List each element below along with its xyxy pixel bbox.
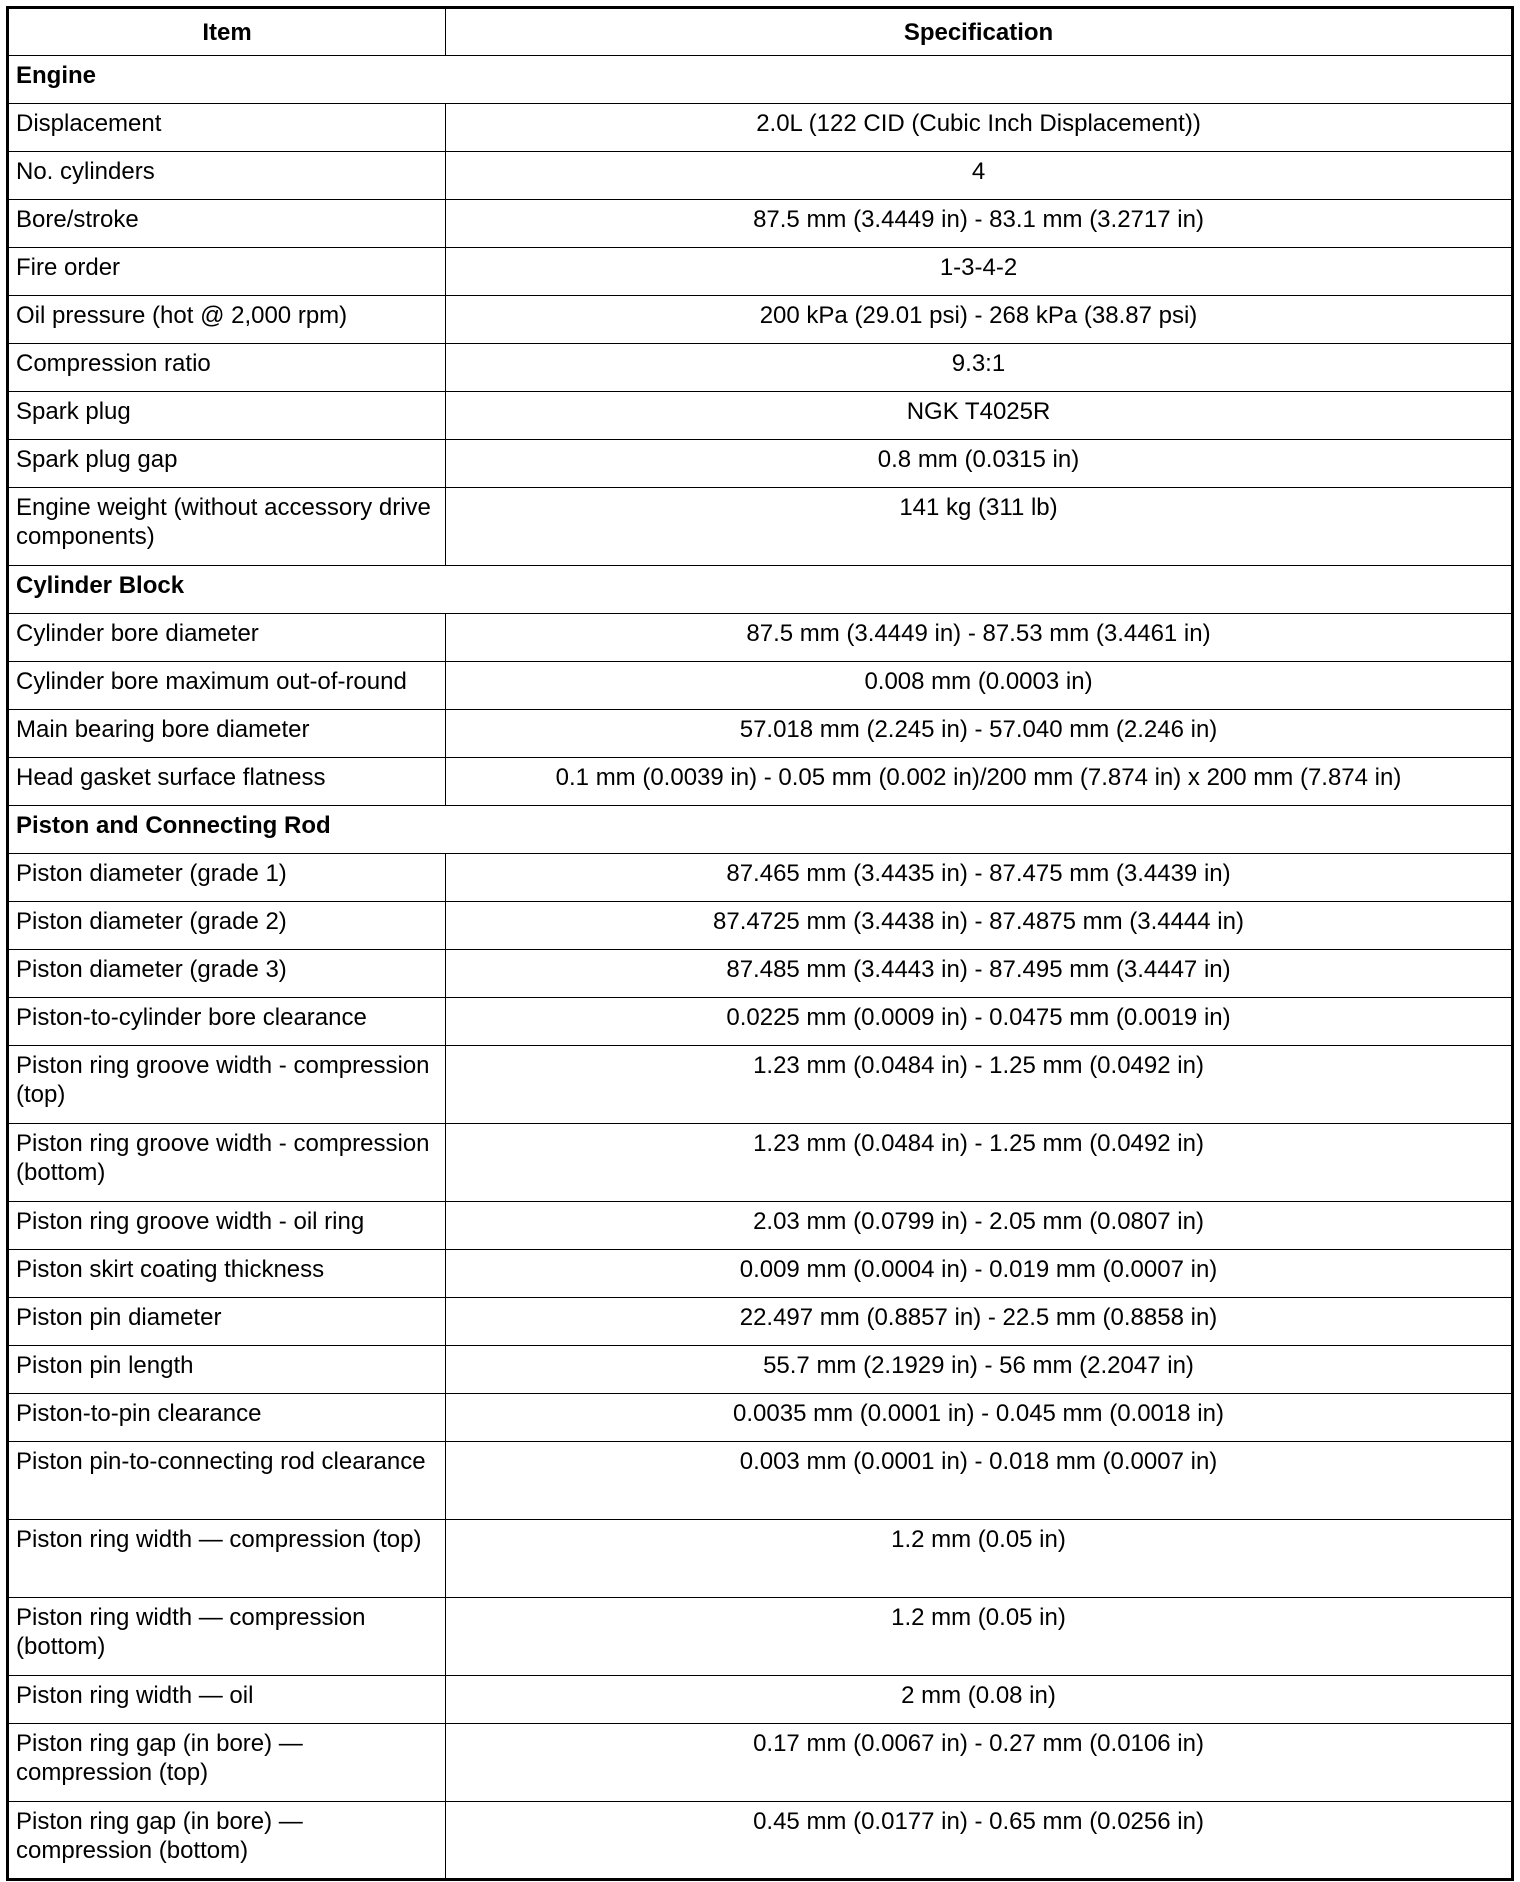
section-heading: Engine xyxy=(8,56,1513,104)
section-heading: Cylinder Block xyxy=(8,566,1513,614)
table-row xyxy=(8,1346,1513,1394)
table-row xyxy=(8,248,1513,296)
table-row xyxy=(8,1202,1513,1250)
section-heading: Piston and Connecting Rod xyxy=(8,806,1513,854)
specification-cell: 87.465 mm (3.4435 in) - 87.475 mm (3.4439 in) xyxy=(446,854,1513,902)
specification-cell: 1.2 mm (0.05 in) xyxy=(446,1598,1513,1676)
section-row xyxy=(8,566,1513,614)
table-row xyxy=(8,488,1513,566)
item-cell: Piston ring width — oil xyxy=(8,1676,446,1724)
item-cell: Compression ratio xyxy=(8,344,446,392)
item-cell: Piston diameter (grade 2) xyxy=(8,902,446,950)
specification-cell: 87.4725 mm (3.4438 in) - 87.4875 mm (3.4444 in) xyxy=(446,902,1513,950)
item-cell: Piston ring width — compression (top) xyxy=(8,1520,446,1598)
specification-cell: 0.8 mm (0.0315 in) xyxy=(446,440,1513,488)
table-row xyxy=(8,1724,1513,1802)
specification-cell: 0.1 mm (0.0039 in) - 0.05 mm (0.002 in)/200 mm (7.874 in) x 200 mm (7.874 in) xyxy=(446,758,1513,806)
item-cell: Main bearing bore diameter xyxy=(8,710,446,758)
specification-cell: 87.5 mm (3.4449 in) - 83.1 mm (3.2717 in) xyxy=(446,200,1513,248)
column-header-specification: Specification xyxy=(446,8,1513,56)
specification-cell: 0.009 mm (0.0004 in) - 0.019 mm (0.0007 in) xyxy=(446,1250,1513,1298)
specification-cell: 87.485 mm (3.4443 in) - 87.495 mm (3.4447 in) xyxy=(446,950,1513,998)
table-row xyxy=(8,104,1513,152)
specification-cell: 57.018 mm (2.245 in) - 57.040 mm (2.246 in) xyxy=(446,710,1513,758)
table-row xyxy=(8,662,1513,710)
specification-cell: 1.2 mm (0.05 in) xyxy=(446,1520,1513,1598)
item-cell: Piston diameter (grade 1) xyxy=(8,854,446,902)
table-row xyxy=(8,200,1513,248)
item-cell: Piston-to-cylinder bore clearance xyxy=(8,998,446,1046)
item-cell: Piston ring groove width - oil ring xyxy=(8,1202,446,1250)
item-cell: Piston pin-to-connecting rod clearance xyxy=(8,1442,446,1520)
specification-cell: 9.3:1 xyxy=(446,344,1513,392)
table-row xyxy=(8,902,1513,950)
table-row xyxy=(8,1676,1513,1724)
table-row xyxy=(8,392,1513,440)
table-header xyxy=(8,8,1513,56)
specification-cell: 141 kg (311 lb) xyxy=(446,488,1513,566)
table-row xyxy=(8,1250,1513,1298)
table-row xyxy=(8,344,1513,392)
item-cell: Piston ring width — compression (bottom) xyxy=(8,1598,446,1676)
section-row xyxy=(8,56,1513,104)
table-row xyxy=(8,1520,1513,1598)
item-cell: Oil pressure (hot @ 2,000 rpm) xyxy=(8,296,446,344)
item-cell: Spark plug gap xyxy=(8,440,446,488)
table-row xyxy=(8,1442,1513,1520)
specification-cell: 200 kPa (29.01 psi) - 268 kPa (38.87 psi) xyxy=(446,296,1513,344)
specification-cell: 2.0L (122 CID (Cubic Inch Displacement)) xyxy=(446,104,1513,152)
item-cell: Engine weight (without accessory drive components) xyxy=(8,488,446,566)
item-cell: Piston pin diameter xyxy=(8,1298,446,1346)
item-cell: Cylinder bore maximum out-of-round xyxy=(8,662,446,710)
section-row xyxy=(8,806,1513,854)
table-row xyxy=(8,1046,1513,1124)
specification-cell: 55.7 mm (2.1929 in) - 56 mm (2.2047 in) xyxy=(446,1346,1513,1394)
spec-table xyxy=(6,6,1514,1881)
specification-cell: 1.23 mm (0.0484 in) - 1.25 mm (0.0492 in) xyxy=(446,1124,1513,1202)
specification-cell: 1.23 mm (0.0484 in) - 1.25 mm (0.0492 in) xyxy=(446,1046,1513,1124)
item-cell: Bore/stroke xyxy=(8,200,446,248)
column-header-item: Item xyxy=(8,8,446,56)
table-body xyxy=(8,56,1513,1880)
item-cell: Piston ring groove width - compression (bottom) xyxy=(8,1124,446,1202)
item-cell: Piston pin length xyxy=(8,1346,446,1394)
item-cell: Piston diameter (grade 3) xyxy=(8,950,446,998)
item-cell: Piston ring groove width - compression (top) xyxy=(8,1046,446,1124)
specification-cell: 87.5 mm (3.4449 in) - 87.53 mm (3.4461 in) xyxy=(446,614,1513,662)
header-row xyxy=(8,8,1513,56)
table-row xyxy=(8,152,1513,200)
specification-cell: 0.0225 mm (0.0009 in) - 0.0475 mm (0.0019 in) xyxy=(446,998,1513,1046)
table-row xyxy=(8,710,1513,758)
item-cell: Displacement xyxy=(8,104,446,152)
item-cell: Piston ring gap (in bore) — compression (bottom) xyxy=(8,1802,446,1880)
item-cell: No. cylinders xyxy=(8,152,446,200)
specification-cell: 0.003 mm (0.0001 in) - 0.018 mm (0.0007 in) xyxy=(446,1442,1513,1520)
specification-cell: 2 mm (0.08 in) xyxy=(446,1676,1513,1724)
item-cell: Piston-to-pin clearance xyxy=(8,1394,446,1442)
item-cell: Piston ring gap (in bore) — compression (top) xyxy=(8,1724,446,1802)
table-row xyxy=(8,998,1513,1046)
item-cell: Cylinder bore diameter xyxy=(8,614,446,662)
table-row xyxy=(8,1598,1513,1676)
table-row xyxy=(8,614,1513,662)
table-row xyxy=(8,1124,1513,1202)
item-cell: Spark plug xyxy=(8,392,446,440)
specification-cell: 0.008 mm (0.0003 in) xyxy=(446,662,1513,710)
specification-cell: 2.03 mm (0.0799 in) - 2.05 mm (0.0807 in) xyxy=(446,1202,1513,1250)
item-cell: Piston skirt coating thickness xyxy=(8,1250,446,1298)
table-row xyxy=(8,854,1513,902)
table-row xyxy=(8,1802,1513,1880)
table-row xyxy=(8,440,1513,488)
specification-cell: 0.17 mm (0.0067 in) - 0.27 mm (0.0106 in) xyxy=(446,1724,1513,1802)
specification-cell: NGK T4025R xyxy=(446,392,1513,440)
specification-cell: 4 xyxy=(446,152,1513,200)
table-row xyxy=(8,1394,1513,1442)
item-cell: Head gasket surface flatness xyxy=(8,758,446,806)
specification-cell: 0.45 mm (0.0177 in) - 0.65 mm (0.0256 in) xyxy=(446,1802,1513,1880)
table-row xyxy=(8,296,1513,344)
specification-cell: 22.497 mm (0.8857 in) - 22.5 mm (0.8858 in) xyxy=(446,1298,1513,1346)
item-cell: Fire order xyxy=(8,248,446,296)
table-row xyxy=(8,758,1513,806)
table-row xyxy=(8,950,1513,998)
specification-cell: 1-3-4-2 xyxy=(446,248,1513,296)
table-row xyxy=(8,1298,1513,1346)
specification-cell: 0.0035 mm (0.0001 in) - 0.045 mm (0.0018 in) xyxy=(446,1394,1513,1442)
